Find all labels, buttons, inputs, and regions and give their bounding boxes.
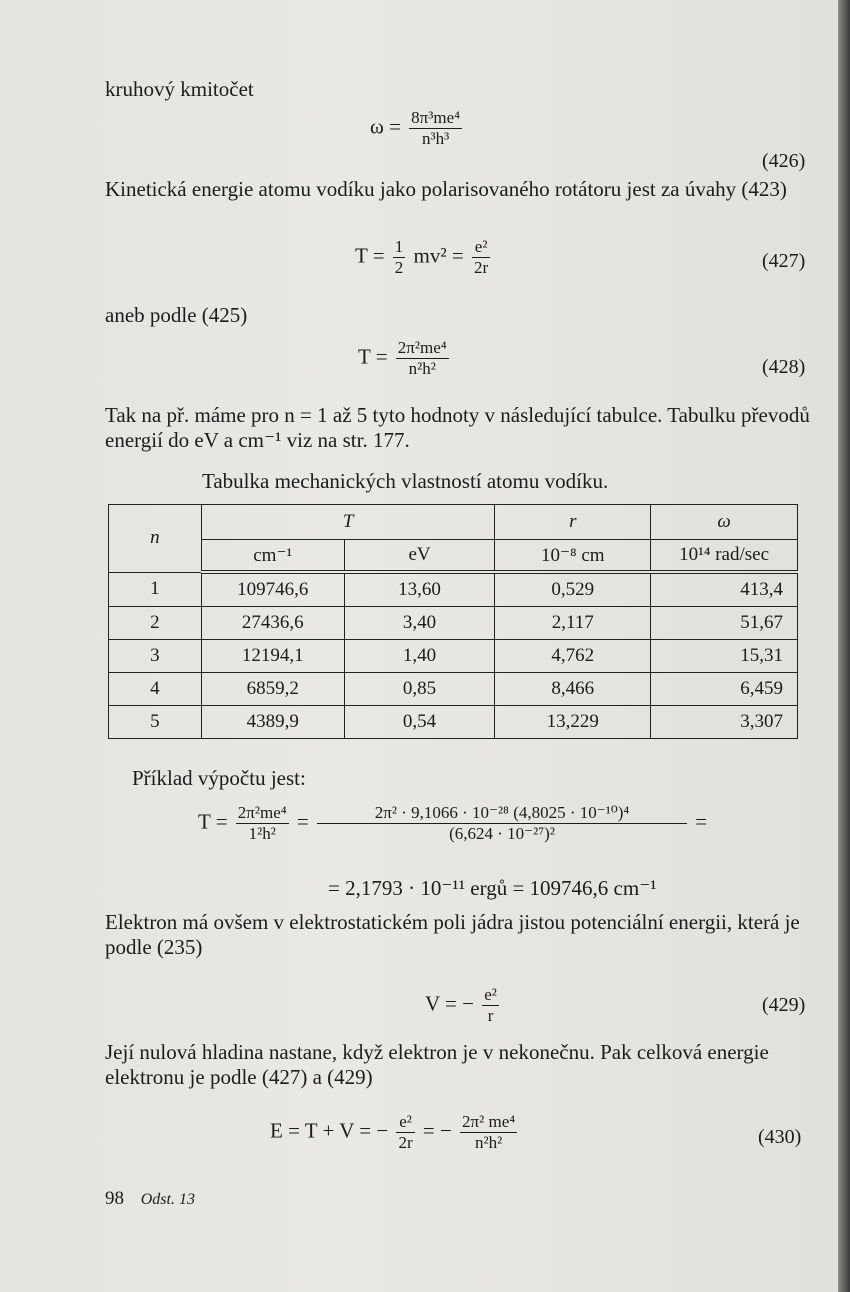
table-row (109, 607, 798, 640)
eq430-lhs: E = T + V = − (270, 1118, 389, 1143)
eq426-number: (426) (762, 150, 806, 172)
eq428-number: (428) (762, 356, 806, 378)
eq429-number: (429) (762, 994, 806, 1016)
header-r: r (495, 505, 651, 540)
eq430-number: (430) (758, 1126, 802, 1148)
table-row (109, 640, 798, 673)
calc-result-line: = 2,1793 · 10⁻¹¹ ergů = 109746,6 cm⁻¹ (328, 876, 657, 900)
eq427-f2-denominator: 2r (474, 258, 489, 277)
eq427-number: (427) (762, 250, 806, 272)
label-kruhovy-kmitocet: kruhový kmitočet (105, 77, 254, 101)
eq429-fraction (482, 985, 499, 1026)
paragraph-nulova-hladina: Její nulová hladina nastane, když elektron je v nekonečnu. Pak celková energie elektronu je podle (427) a (429) (105, 1040, 769, 1089)
eq427-f1-denominator: 2 (394, 258, 404, 277)
calc-f2-denominator: (6,624 · 10⁻²⁷)² (449, 824, 555, 843)
paragraph-tabulka-intro: Tak na př. máme pro n = 1 až 5 tyto hodnoty v následující tabulce. Tabulku převodů energií do eV a cm⁻¹ viz na str. 177. (105, 403, 810, 452)
eq430-f2-numerator: 2π² me⁴ (462, 1112, 516, 1131)
calc-fraction-2 (317, 803, 687, 844)
table-row (109, 673, 798, 706)
cell-r: 8,466 (495, 673, 651, 706)
cell-T-cm: 109746,6 (201, 572, 344, 607)
eq427-fraction-1 (393, 237, 406, 278)
eq427-f2-numerator: e² (472, 237, 490, 258)
cell-omega: 3,307 (651, 706, 798, 739)
cell-T-ev: 1,40 (344, 640, 495, 673)
unit-ev: eV (344, 540, 495, 573)
equation-427 (355, 237, 493, 278)
example-label: Příklad výpočtu jest: (132, 766, 306, 790)
page-number: 98 (105, 1188, 124, 1209)
eq426-numerator: 8π³me⁴ (411, 108, 461, 127)
example-calculation (198, 803, 707, 844)
cell-r: 0,529 (495, 572, 651, 607)
calc-f1-denominator: 1²h² (248, 824, 276, 843)
unit-omega: 10¹⁴ rad/sec (651, 540, 798, 573)
calc-lhs: T = (198, 809, 228, 834)
eq429-numerator: e² (484, 985, 497, 1004)
equation-430 (270, 1112, 520, 1153)
equation-429 (425, 985, 502, 1026)
eq427-middle: mv² = (413, 243, 464, 268)
cell-omega: 51,67 (651, 607, 798, 640)
cell-T-ev: 13,60 (344, 572, 495, 607)
eq430-f2-denominator: n²h² (475, 1133, 503, 1152)
cell-n: 3 (109, 640, 202, 673)
eq428-fraction (396, 338, 449, 379)
unit-r: 10⁻⁸ cm (495, 540, 651, 573)
eq427-fraction-2 (472, 237, 490, 278)
header-n: n (109, 505, 202, 573)
calc-eq1: = (296, 809, 309, 834)
equation-428 (358, 338, 452, 379)
cell-n: 4 (109, 673, 202, 706)
calc-fraction-1 (236, 803, 289, 844)
calc-f2-numerator: 2π² · 9,1066 · 10⁻²⁸ (4,8025 · 10⁻¹⁰)⁴ (317, 803, 687, 824)
cell-T-cm: 4389,9 (201, 706, 344, 739)
cell-T-cm: 27436,6 (201, 607, 344, 640)
eq426-lhs: ω = (370, 114, 401, 139)
eq430-fraction-1 (396, 1112, 414, 1153)
eq430-f1-denominator: 2r (398, 1133, 413, 1152)
cell-T-cm: 12194,1 (201, 640, 344, 673)
section-label: Odst. 13 (140, 1191, 195, 1208)
eq430-f1-numerator: e² (396, 1112, 414, 1133)
table-row (109, 706, 798, 739)
paragraph-elektron-potencial: Elektron má ovšem v elektrostatickém poli jádra jistou potenciální energii, která je podle (235) (105, 910, 800, 959)
eq430-fraction-2 (460, 1112, 517, 1153)
cell-T-ev: 0,85 (344, 673, 495, 706)
cell-n: 5 (109, 706, 202, 739)
table-units-row (109, 540, 798, 573)
eq428-denominator: n²h² (408, 359, 436, 378)
eq428-lhs: T = (358, 344, 388, 369)
eq428-numerator: 2π²me⁴ (397, 338, 447, 357)
eq427-f1-numerator: 1 (394, 237, 404, 256)
cell-T-ev: 3,40 (344, 607, 495, 640)
mechanical-properties-table (108, 504, 798, 739)
cell-omega: 15,31 (651, 640, 798, 673)
cell-r: 13,229 (495, 706, 651, 739)
header-T: T (201, 505, 495, 540)
equation-426 (370, 108, 465, 149)
eq430-middle: = − (422, 1118, 452, 1143)
eq426-fraction (409, 108, 462, 149)
calc-eq2: = (695, 809, 708, 834)
cell-r: 4,762 (495, 640, 651, 673)
page-edge-shadow (838, 0, 850, 1292)
table-caption: Tabulka mechanických vlastností atomu vodíku. (202, 469, 609, 493)
cell-n: 2 (109, 607, 202, 640)
header-omega: ω (651, 505, 798, 540)
cell-n: 1 (109, 572, 202, 607)
cell-omega: 6,459 (651, 673, 798, 706)
page-footer (105, 1188, 195, 1210)
table-header-row (109, 505, 798, 540)
eq427-lhs: T = (355, 243, 385, 268)
eq429-denominator: r (487, 1006, 494, 1025)
unit-cm: cm⁻¹ (201, 540, 344, 573)
paragraph-kineticka-energie: Kinetická energie atomu vodíku jako polarisovaného rotátoru jest za úvahy (423) (105, 177, 787, 201)
eq429-lhs: V = − (425, 991, 474, 1016)
calc-f1-numerator: 2π²me⁴ (237, 803, 287, 822)
cell-T-ev: 0,54 (344, 706, 495, 739)
eq426-denominator: n³h³ (422, 129, 450, 148)
table-row (109, 572, 798, 607)
cell-omega: 413,4 (651, 572, 798, 607)
label-aneb-podle: aneb podle (425) (105, 303, 248, 327)
cell-T-cm: 6859,2 (201, 673, 344, 706)
cell-r: 2,117 (495, 607, 651, 640)
